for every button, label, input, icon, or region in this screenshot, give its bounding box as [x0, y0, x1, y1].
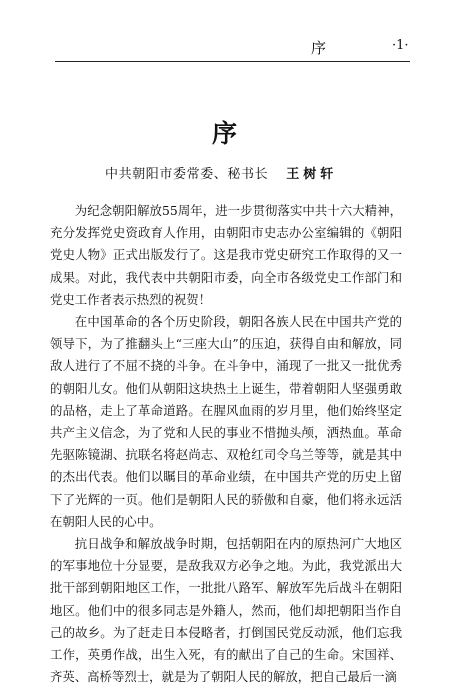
author-name: 王树轩 — [286, 167, 338, 182]
running-header-title: 序 — [311, 39, 328, 57]
paragraph: 抗日战争和解放战争时期，包括朝阳在内的原热河广大地区的军事地位十分显要，是敌我双方必争之地。为此，我党派出大批干部到朝阳地区工作，一批批八路军、解放军先后战斗在朝阳地区。他们中的很多同志是外籍人，然而，他们却把朝阳当作自己的故乡。为了赶走日本侵略者，打倒国民党反动派，他们忘我工作，英勇作战，出生入死，有的献出了自己的生命。宋国祥、齐英、高桥等烈士，就是为了朝阳人民的解放，把自己最后一滴 — [50, 536, 402, 685]
page-number: ·1· — [392, 38, 409, 53]
byline — [105, 163, 337, 182]
running-header — [55, 34, 410, 58]
paragraph: 在中国革命的各个历史阶段，朝阳各族人民在中国共产党的领导下，为了推翻头上“三座大山”的压迫，获得自由和解放，同敌人进行了不屈不挠的斗争。在斗争中，涌现了一批又一批优秀的朝阳儿女。他们从朝阳这块热土上诞生，带着朝阳人坚强勇敢的品格，走上了革命道路。在腥风血雨的岁月里，他们始终坚定共产主义信念，为了党和人民的事业不惜抛头颅，洒热血。革命先驱陈镜湖、抗联名将赵尚志、双枪红司令乌兰等等，就是其中的杰出代表。他们以瞩目的革命业绩，在中国共产党的历史上留下了光辉的一页。他们是朝阳人民的骄傲和自豪，他们将永远活在朝阳人民的心中。 — [50, 314, 402, 529]
page-title: 序 — [212, 119, 238, 148]
body-text — [50, 200, 402, 688]
author-role: 中共朝阳市委常委、秘书长 — [105, 167, 269, 182]
header-rule — [55, 61, 410, 62]
paragraph: 为纪念朝阳解放55周年，进一步贯彻落实中共十六大精神，充分发挥党史资政育人作用，由朝阳市史志办公室编辑的《朝阳党史人物》正式出版发行了。这是我市党史研究工作取得的又一成果。对此，我代表中共朝阳市委，向全市各级党史工作部门和党史工作者表示热烈的祝贺！ — [50, 203, 402, 307]
